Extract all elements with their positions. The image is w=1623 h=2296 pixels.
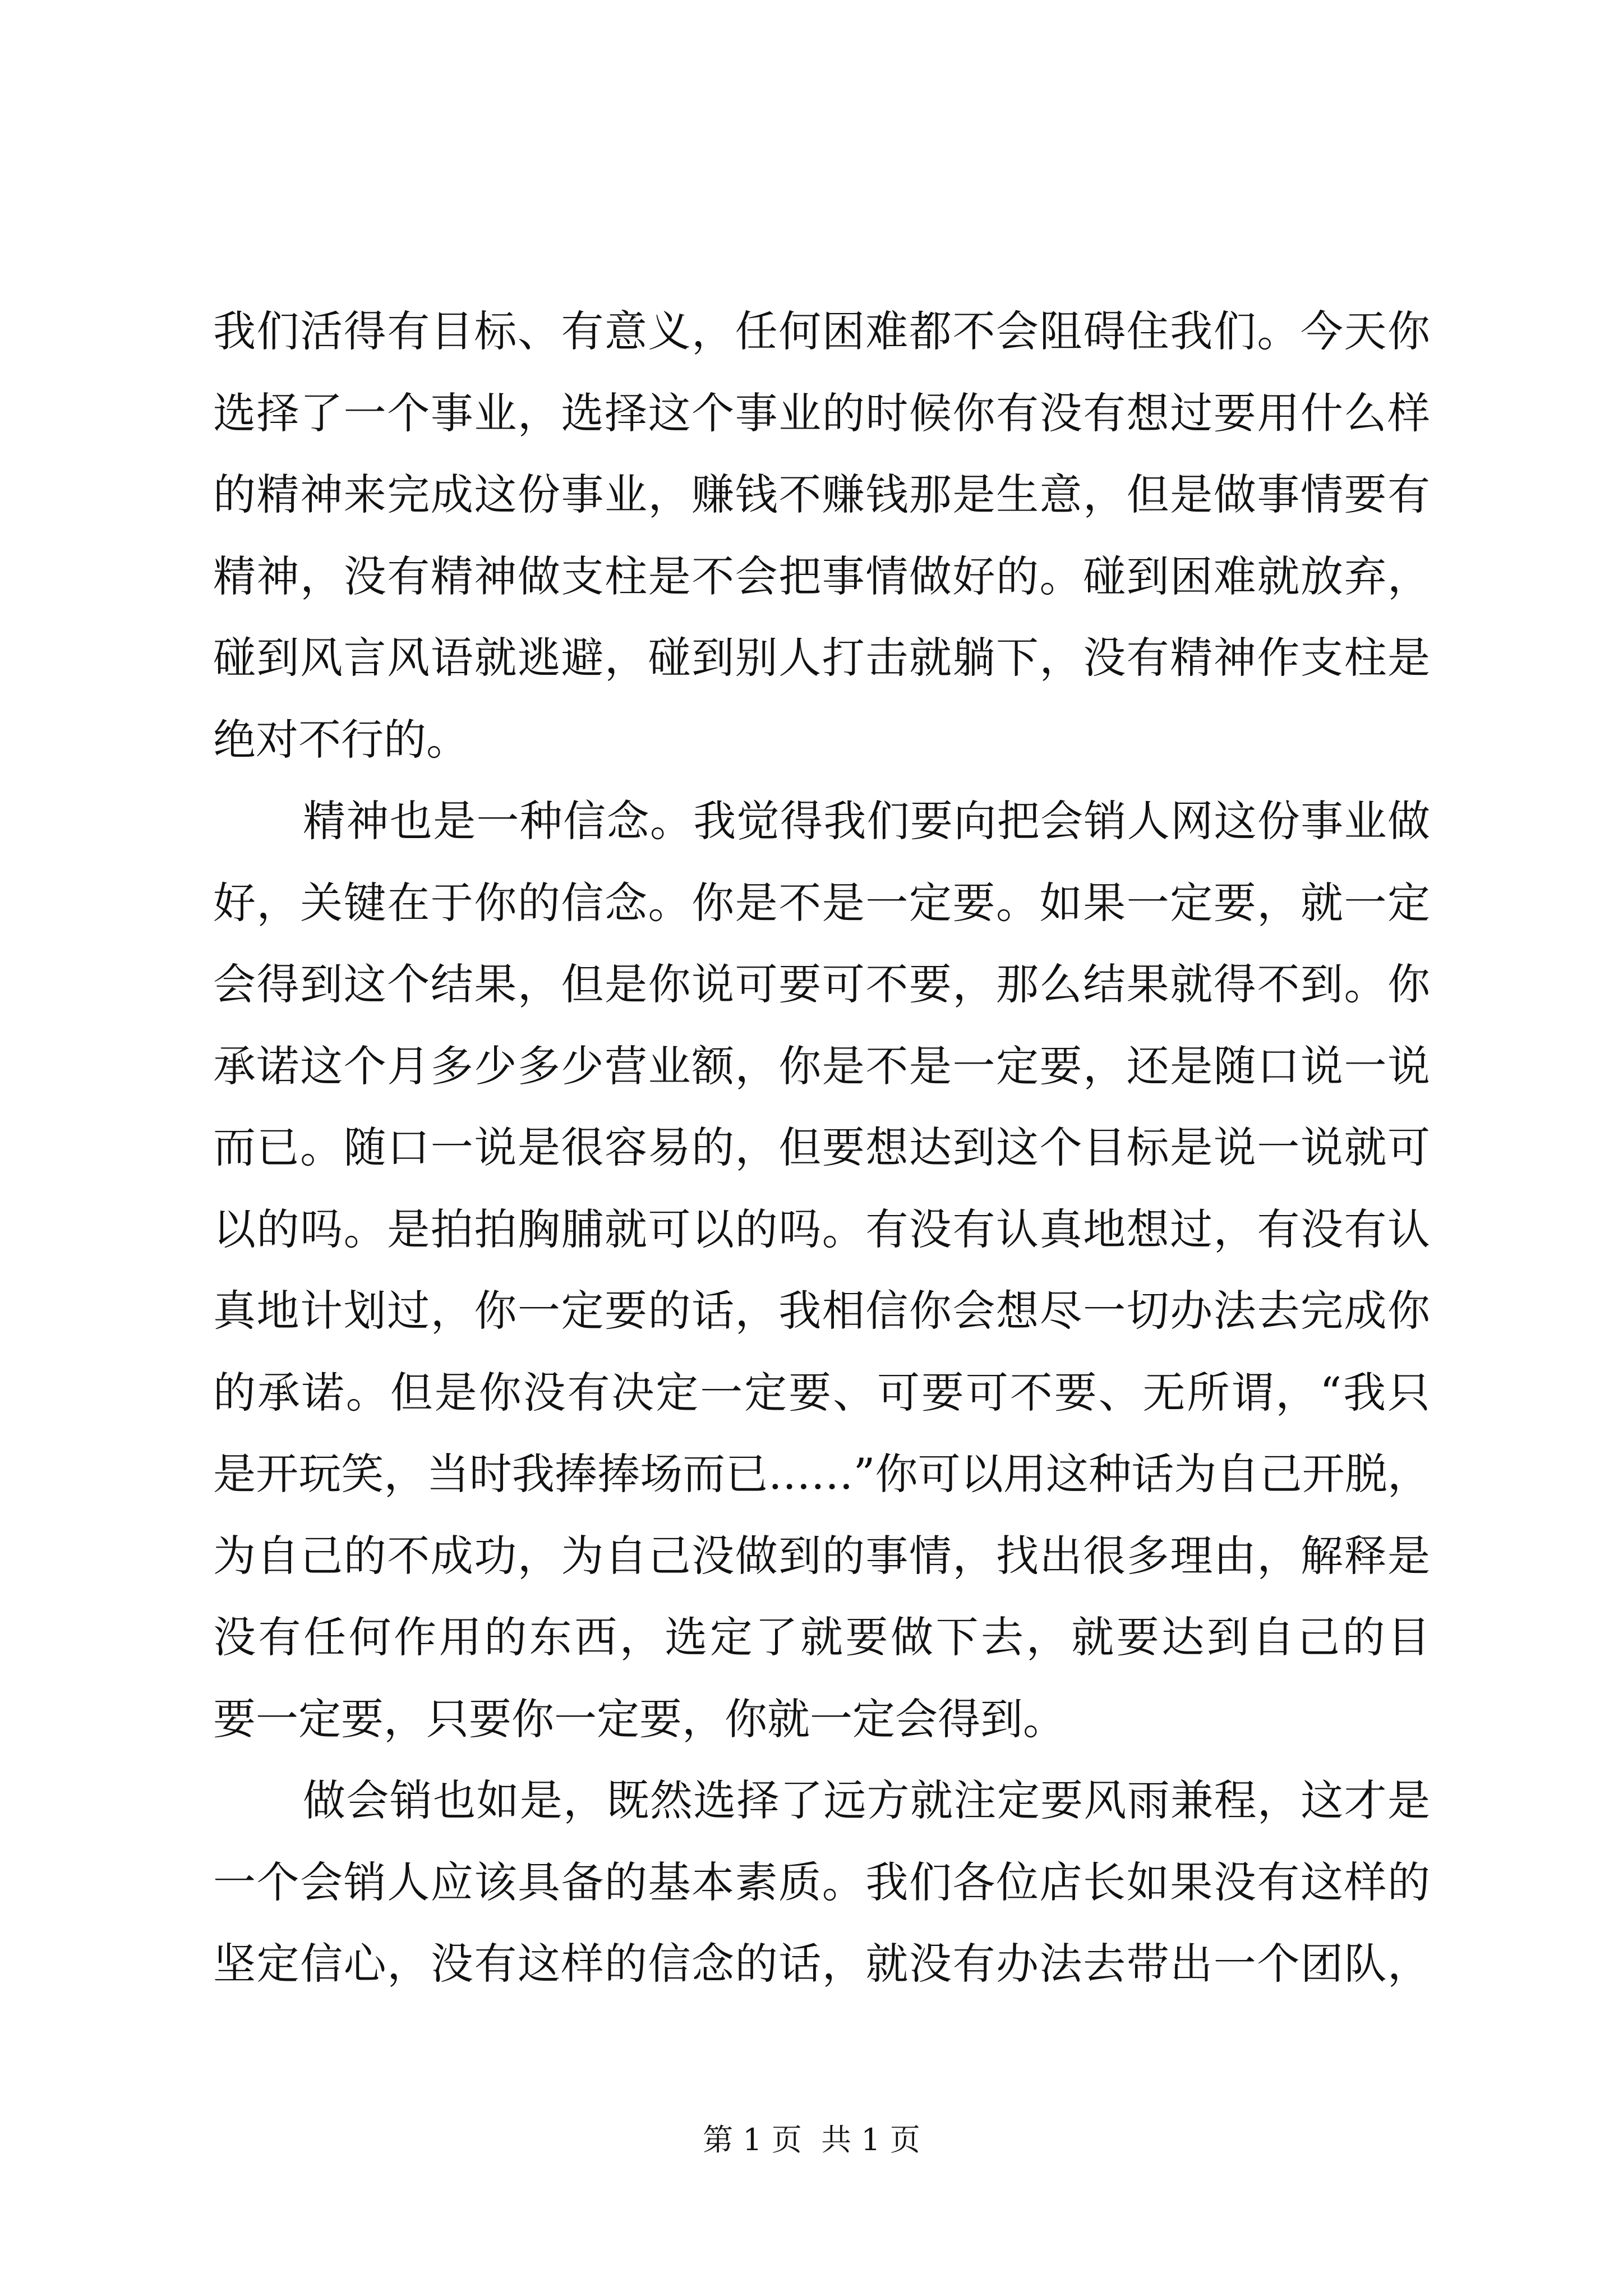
paragraph-2 [213,780,1430,1760]
text-line: 以的吗。是拍拍胸脯就可以的吗。有没有认真地想过，有没有认 [213,1204,1430,1254]
text-line: 而已。随口一说是很容易的，但要想达到这个目标是说一说就可 [213,1122,1430,1172]
text-line: 是开玩笑，当时我捧捧场而已……”你可以用这种话为自己开脱， [213,1449,1430,1499]
text-line: 精神也是一种信念。我觉得我们要向把会销人网这份事业做 [303,796,1430,846]
text-line: 真地计划过，你一定要的话，我相信你会想尽一切办法去完成你 [213,1286,1430,1336]
text-line: 我们活得有目标、有意义，任何困难都不会阻碍住我们。今天你 [213,306,1430,356]
page-footer [0,2116,1623,2159]
page-number-label: 第 1 页 共 1 页 [703,2122,920,2157]
document-body [213,291,1430,2005]
text-line: 坚定信心，没有这样的信念的话，就没有办法去带出一个团队， [213,1939,1430,1989]
text-line: 会得到这个结果，但是你说可要可不要，那么结果就得不到。你 [213,959,1430,1009]
text-line: 选择了一个事业，选择这个事业的时候你有没有想过要用什么样 [213,388,1430,438]
text-line: 的承诺。但是你没有决定一定要、可要可不要、无所谓，“我只 [213,1367,1430,1418]
text-line: 一个会销人应该具备的基本素质。我们各位店长如果没有这样的 [213,1857,1430,1907]
text-line: 要一定要，只要你一定要，你就一定会得到。 [213,1694,1066,1744]
text-line: 没有任何作用的东西，选定了就要做下去，就要达到自己的目 [213,1612,1430,1662]
paragraph-1 [213,291,1430,780]
text-line: 碰到风言风语就逃避，碰到别人打击就躺下，没有精神作支柱是 [213,633,1430,683]
paragraph-3 [213,1760,1430,2005]
text-line: 为自己的不成功，为自己没做到的事情，找出很多理由，解释是 [213,1530,1430,1581]
text-line: 做会销也如是，既然选择了远方就注定要风雨兼程，这才是 [303,1775,1430,1825]
text-line: 的精神来完成这份事业，赚钱不赚钱那是生意，但是做事情要有 [213,470,1430,519]
text-line: 好，关键在于你的信念。你是不是一定要。如果一定要，就一定 [213,877,1430,928]
text-line: 承诺这个月多少多少营业额，你是不是一定要，还是随口说一说 [213,1041,1430,1091]
text-line: 精神，没有精神做支柱是不会把事情做好的。碰到困难就放弃， [213,551,1430,601]
text-line: 绝对不行的。 [213,714,469,765]
